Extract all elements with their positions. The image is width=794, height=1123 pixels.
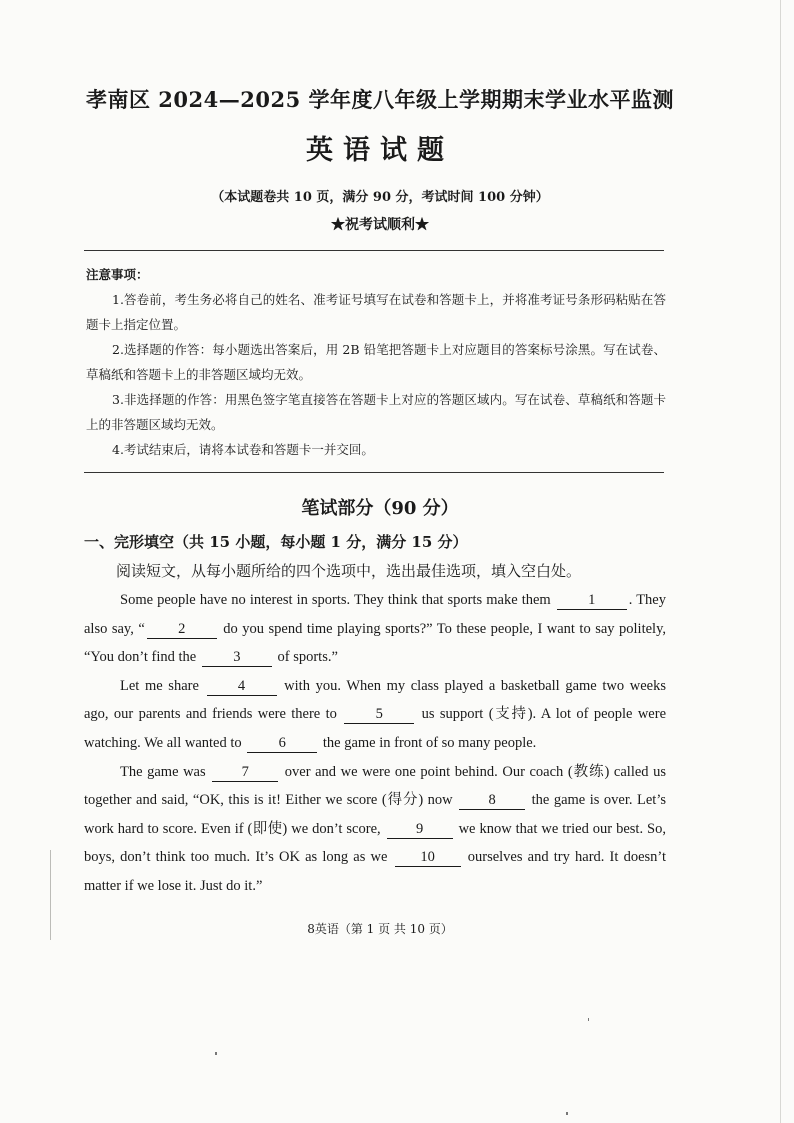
blank-7: 7 [212,763,278,782]
passage-text: Some people have no interest in sports. They think that sports make them [120,592,555,608]
instruction-line: 阅读短文，从每小题所给的四个选项中，选出最佳选项，填入空白处。 [116,562,582,580]
section-title: 笔试部分（90 分） [301,498,459,519]
passage-text: ourselves and try hard. It doesn’t matter if we lose it. Just do it.” [84,849,666,894]
blank-3: 3 [202,648,272,667]
page-footer: 8英语（第 1 页 共 10 页） [307,922,453,936]
blank-9: 9 [387,820,453,839]
passage-text: do you spend time playing sports?” To these people, I want to say politely, “You don’t find the [84,620,666,666]
exam-header-title: 孝南区 2024—2025 学年度八年级上学期期末学业水平监测 [85,87,674,112]
passage-text: over and we were one point behind. Our coach (教练) called us together and said, “OK, this is it! Either we score (得分) now [84,763,666,809]
notes-item: 3.非选择题的作答：用黑色签字笔直接答在答题卡上对应的答题区域内。写在试卷、草稿纸和答题卡上的非答题区域均无效。 [86,392,666,432]
blank-10: 10 [395,848,461,867]
passage-text: with you. When my class played a basketball game two weeks ago, our parents and friends were there to [84,677,666,723]
divider-top [84,250,664,251]
notes-item: 2.选择题的作答：每小题选出答案后，用 2B 铅笔把答题卡上对应题目的答案标号涂黑。写在试卷、草稿纸和答题卡上的非答题区域均无效。 [86,342,666,382]
passage-text: us support (支持). A lot of people were watching. We all wanted to [84,706,667,751]
passage-text: . They also say, “ [84,592,666,637]
scan-speck [566,1112,568,1115]
notes-heading: 注意事项： [86,267,149,282]
blank-2: 2 [147,620,217,639]
blank-6: 6 [247,734,317,753]
part-heading: 一、完形填空（共 15 小题，每小题 1 分，满分 15 分） [84,533,468,551]
blank-8: 8 [459,791,525,810]
notes-item: 4.考试结束后，请将本试卷和答题卡一并交回。 [112,442,374,457]
notes-block [86,262,666,462]
passage-text: the game in front of so many people. [319,734,537,751]
passage-text: of sports.” [273,649,338,666]
blank-1: 1 [557,591,627,610]
notes-item: 1.答卷前，考生务必将自己的姓名、准考证号填写在试卷和答题卡上，并将准考证号条形码粘贴在答题卡上指定位置。 [86,292,666,332]
exam-main-title: 英语试题 [306,135,454,166]
scan-speck [215,1052,217,1055]
good-luck-line: ★祝考试顺利★ [331,217,429,233]
passage-text: The game was [120,763,211,780]
blank-5: 5 [344,705,414,724]
scan-edge [780,0,781,1123]
passage-paragraph [84,672,666,758]
blank-4: 4 [207,677,277,696]
cloze-passage [84,586,666,901]
passage-text: we know that we tried our best. So, boys, don’t think too much. It’s OK as long as we [84,820,666,866]
passage-text: Let me share [120,677,205,694]
scan-speck [588,1018,589,1021]
divider-bottom [84,472,664,473]
passage-paragraph [84,586,666,672]
exam-info: （本试题卷共 10 页，满分 90 分，考试时间 100 分钟） [211,190,549,205]
passage-paragraph [84,758,666,901]
passage-text: the game is over. Let’s work hard to score. Even if (即使) we don’t score, [84,792,666,837]
